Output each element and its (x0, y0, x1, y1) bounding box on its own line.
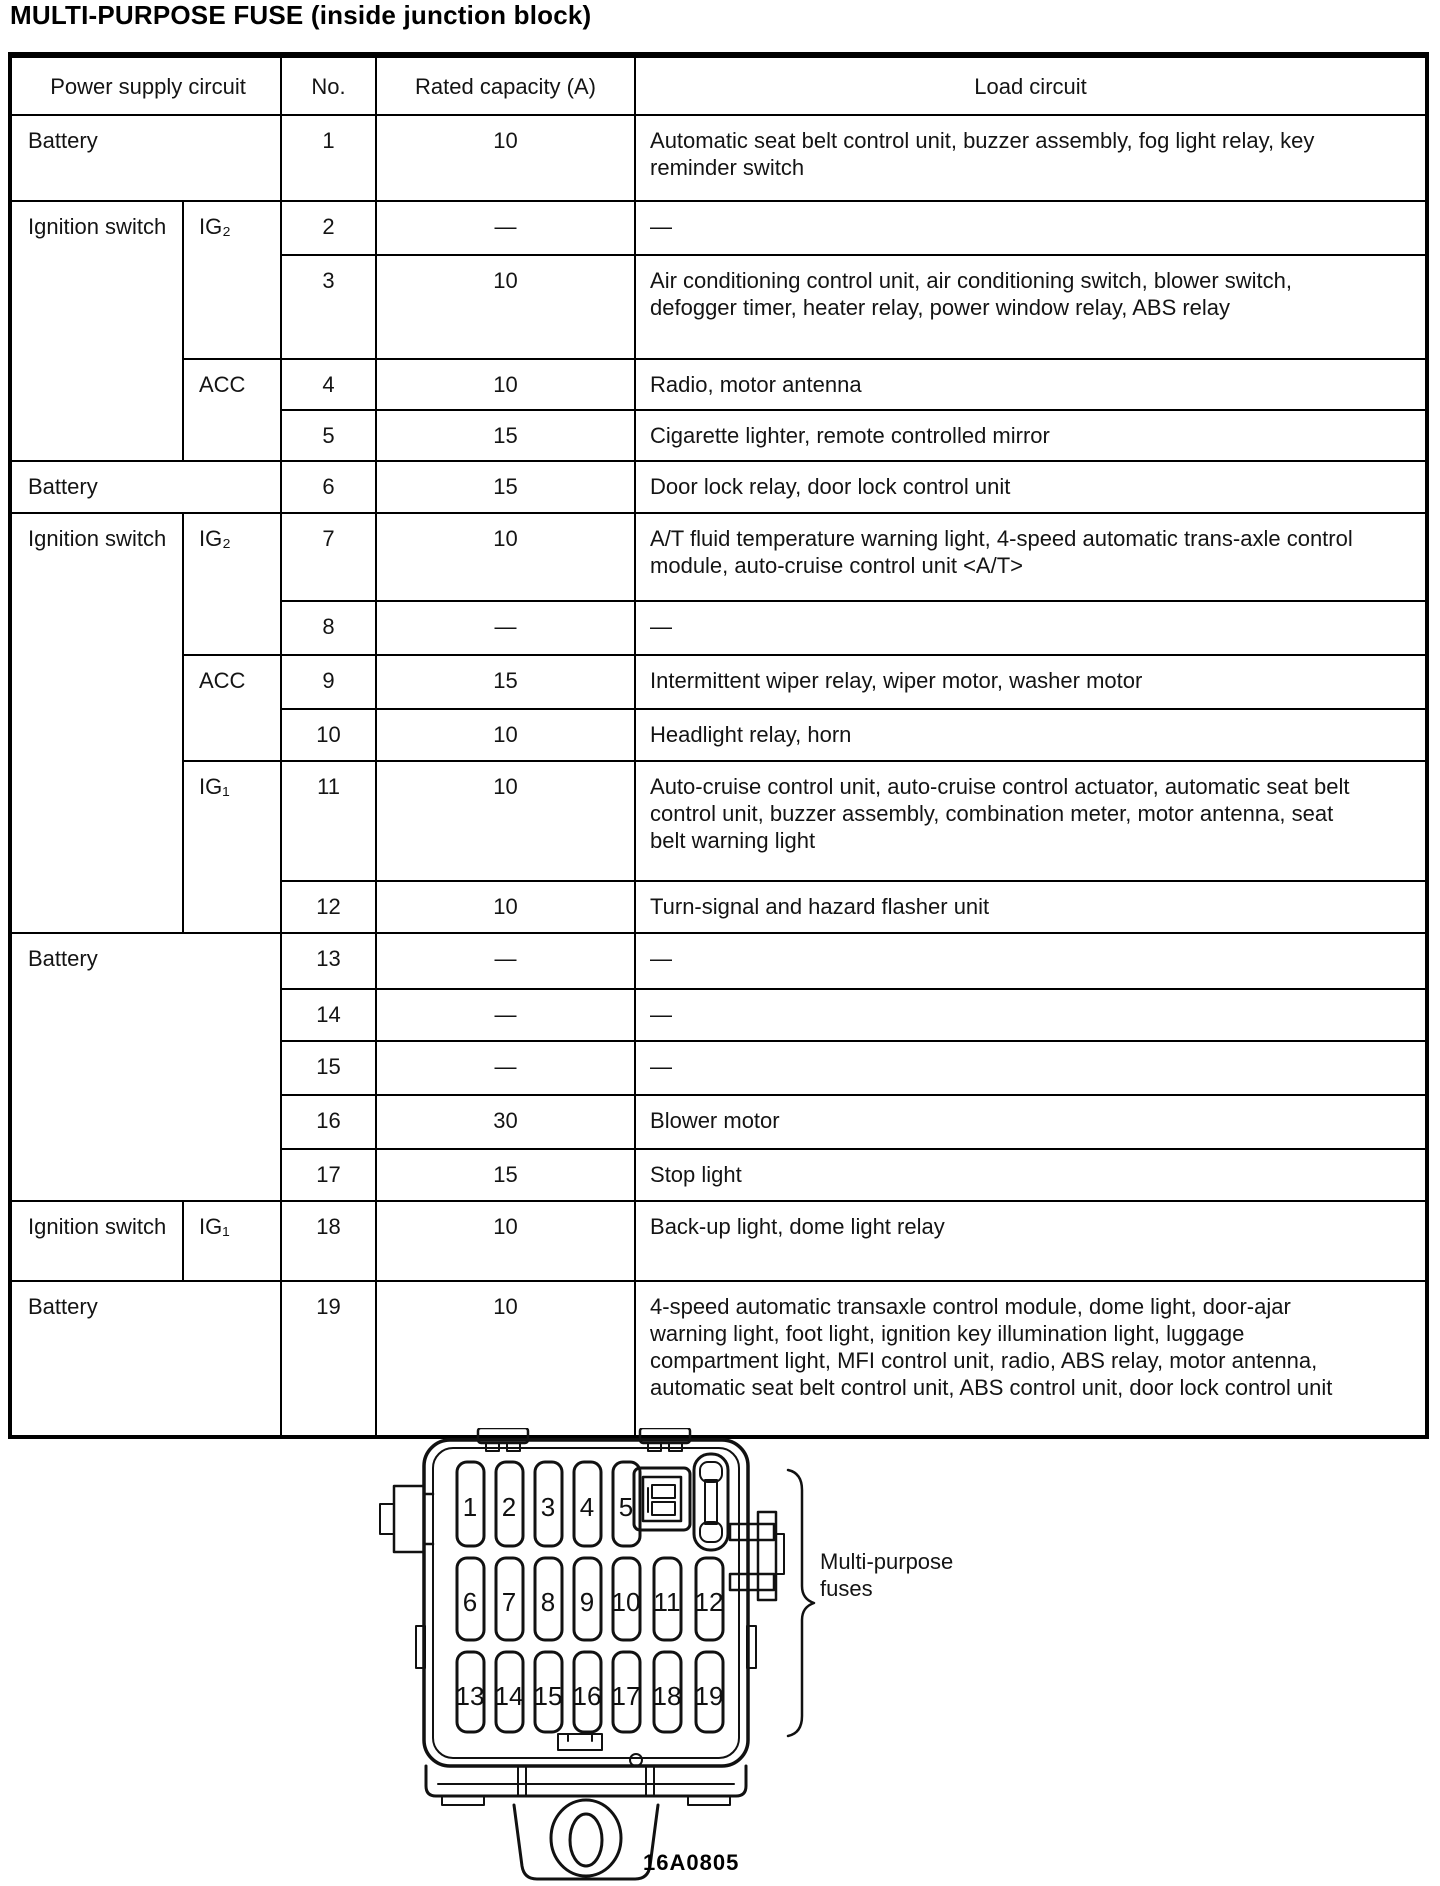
cell-load: Cigarette lighter, remote controlled mirror (635, 410, 1427, 461)
cell-capacity: 10 (376, 881, 635, 933)
cell-capacity: 10 (376, 1201, 635, 1281)
fuse-15: 15 (533, 1681, 563, 1711)
cell-power: Ignition switch (10, 201, 183, 461)
cell-capacity: 10 (376, 359, 635, 410)
cell-ignition-position: ACC (183, 359, 281, 461)
fuse-7: 7 (501, 1587, 517, 1617)
cell-no: 14 (281, 989, 376, 1041)
table-row (10, 115, 1427, 201)
table-row (10, 655, 1427, 709)
junction-block-diagram (300, 1428, 1000, 1884)
multi-purpose-fuses-label: Multi-purpose fuses (820, 1549, 954, 1601)
cell-power: Battery (10, 461, 281, 513)
cell-capacity: 15 (376, 410, 635, 461)
cell-load: — (635, 601, 1427, 655)
cell-no: 5 (281, 410, 376, 461)
relay-slot (634, 1468, 690, 1530)
table-row (10, 201, 1427, 255)
cell-ignition-position: IG₂ (183, 513, 281, 655)
cell-load: Blower motor (635, 1095, 1427, 1149)
cell-load: Door lock relay, door lock control unit (635, 461, 1427, 513)
cell-no: 11 (281, 761, 376, 881)
cell-ignition-position: IG₁ (183, 761, 281, 933)
cell-no: 9 (281, 655, 376, 709)
cell-no: 19 (281, 1281, 376, 1437)
cell-no: 16 (281, 1095, 376, 1149)
table-header-row (10, 55, 1427, 115)
fuse-18: 18 (652, 1681, 682, 1711)
cell-capacity: 10 (376, 709, 635, 761)
fuse-19: 19 (694, 1681, 724, 1711)
cell-no: 3 (281, 255, 376, 359)
cell-power: Battery (10, 933, 281, 1201)
cell-no: 1 (281, 115, 376, 201)
cell-no: 7 (281, 513, 376, 601)
fuse-1: 1 (462, 1492, 478, 1522)
connector-slot (694, 1454, 728, 1550)
fuse-4: 4 (579, 1492, 595, 1522)
header-no: No. (281, 55, 376, 115)
fuse-5: 5 (618, 1492, 634, 1522)
cell-no: 10 (281, 709, 376, 761)
cell-capacity: — (376, 201, 635, 255)
cell-load: — (635, 201, 1427, 255)
cell-power: Battery (10, 1281, 281, 1437)
cell-no: 13 (281, 933, 376, 989)
cell-capacity: 30 (376, 1095, 635, 1149)
cell-no: 12 (281, 881, 376, 933)
table-row (10, 933, 1427, 989)
cell-no: 4 (281, 359, 376, 410)
fuse-14: 14 (494, 1681, 524, 1711)
cell-load: Radio, motor antenna (635, 359, 1427, 410)
cell-no: 18 (281, 1201, 376, 1281)
fuse-table (8, 52, 1429, 1439)
fuse-8: 8 (540, 1587, 556, 1617)
cell-capacity: 15 (376, 655, 635, 709)
fuse-3: 3 (540, 1492, 556, 1522)
cell-load: Back-up light, dome light relay (635, 1201, 1427, 1281)
cell-load: Automatic seat belt control unit, buzzer assembly, fog light relay, key reminder switch (635, 115, 1427, 201)
cell-capacity: 10 (376, 513, 635, 601)
part-number: 16A0805 (643, 1850, 740, 1875)
header-load-circuit: Load circuit (635, 55, 1427, 115)
cell-load: — (635, 1041, 1427, 1095)
header-power-supply-circuit: Power supply circuit (10, 55, 281, 115)
cell-ignition-position: IG₂ (183, 201, 281, 359)
cell-no: 2 (281, 201, 376, 255)
cell-ignition-position: IG₁ (183, 1201, 281, 1281)
cell-load: Intermittent wiper relay, wiper motor, washer motor (635, 655, 1427, 709)
table-row (10, 461, 1427, 513)
cell-ignition-position: ACC (183, 655, 281, 761)
table-row (10, 1201, 1427, 1281)
cell-capacity: 10 (376, 761, 635, 881)
cell-capacity: — (376, 933, 635, 989)
table-row (10, 359, 1427, 410)
cell-capacity: — (376, 989, 635, 1041)
fuse-6: 6 (462, 1587, 478, 1617)
cell-no: 8 (281, 601, 376, 655)
fuse-2: 2 (501, 1492, 517, 1522)
cell-capacity: 15 (376, 461, 635, 513)
fuse-10: 10 (611, 1587, 641, 1617)
cell-capacity: 10 (376, 1281, 635, 1437)
fuse-11: 11 (653, 1587, 681, 1617)
table-row (10, 513, 1427, 601)
cell-load: Auto-cruise control unit, auto-cruise control actuator, automatic seat belt control unit, buzzer assembly, combination meter, motor antenna, seat belt warning light (635, 761, 1427, 881)
cell-load: — (635, 933, 1427, 989)
cell-load: A/T fluid temperature warning light, 4-speed automatic trans-axle control module, auto-cruise control unit <A/T> (635, 513, 1427, 601)
cell-capacity: — (376, 601, 635, 655)
cell-no: 17 (281, 1149, 376, 1201)
cell-power: Ignition switch (10, 1201, 183, 1281)
page-title: MULTI-PURPOSE FUSE (inside junction block) (10, 0, 592, 30)
header-rated-capacity: Rated capacity (A) (376, 55, 635, 115)
fuse-12: 12 (694, 1587, 724, 1617)
cell-load: — (635, 989, 1427, 1041)
cell-load: 4-speed automatic transaxle control module, dome light, door-ajar warning light, foot light, ignition key illumination light, luggage compartment light, MFI control unit, radio, ABS relay, motor antenna, automatic seat belt control unit, ABS control unit, door lock control unit (635, 1281, 1427, 1437)
brace-icon (788, 1470, 814, 1736)
cell-load: Turn-signal and hazard flasher unit (635, 881, 1427, 933)
cell-power: Battery (10, 115, 281, 201)
fuse-16: 16 (572, 1681, 602, 1711)
cell-load: Headlight relay, horn (635, 709, 1427, 761)
cell-power: Ignition switch (10, 513, 183, 933)
table-row (10, 761, 1427, 881)
fuse-13: 13 (455, 1681, 485, 1711)
cell-capacity: — (376, 1041, 635, 1095)
cell-load: Air conditioning control unit, air conditioning switch, blower switch, defogger timer, heater relay, power window relay, ABS relay (635, 255, 1427, 359)
cell-no: 15 (281, 1041, 376, 1095)
cell-load: Stop light (635, 1149, 1427, 1201)
cell-capacity: 10 (376, 115, 635, 201)
cell-capacity: 15 (376, 1149, 635, 1201)
table-row (10, 1281, 1427, 1437)
cell-capacity: 10 (376, 255, 635, 359)
fuse-9: 9 (579, 1587, 595, 1617)
cell-no: 6 (281, 461, 376, 513)
fuse-17: 17 (611, 1681, 641, 1711)
